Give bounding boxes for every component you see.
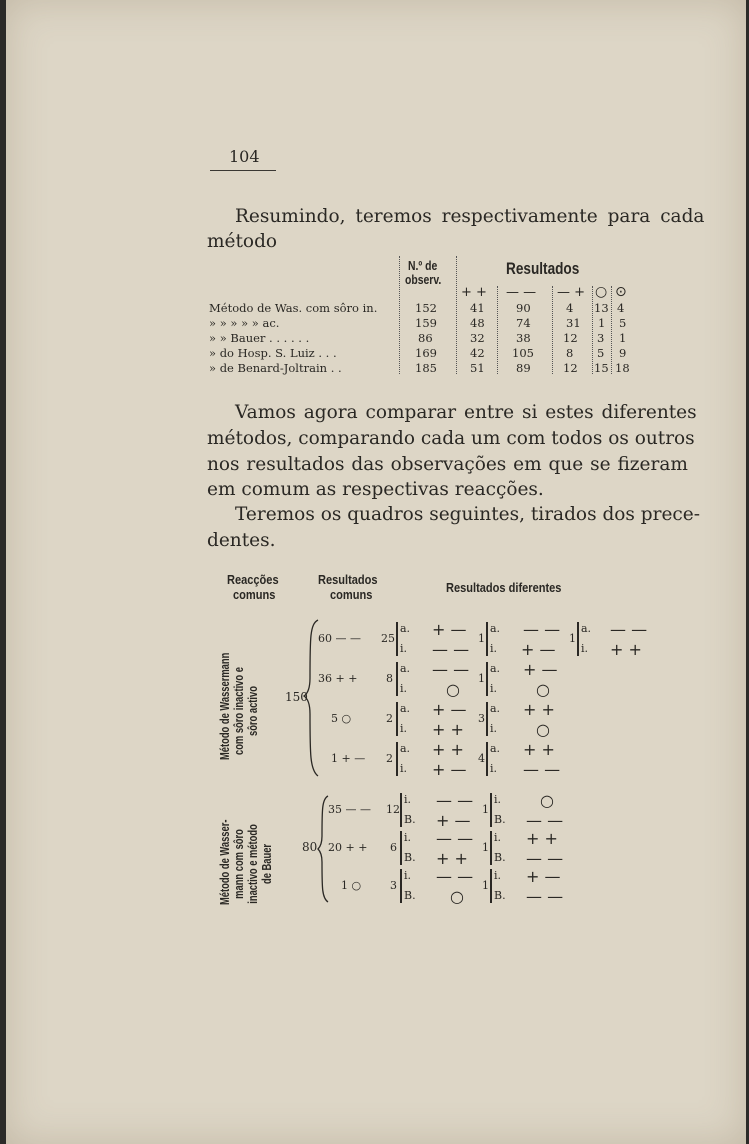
- g1-r4-l1: a.: [400, 742, 411, 755]
- row-2-v1: 48: [470, 316, 485, 330]
- g1-r4-t2: — —: [523, 760, 561, 779]
- row-2-v2: 74: [516, 316, 531, 330]
- book-page: [6, 0, 746, 1144]
- g2-r1-common: 35 — —: [328, 803, 371, 816]
- row-5-v1: 51: [470, 361, 485, 375]
- row-3-v2: 38: [516, 331, 531, 345]
- col-resultados-2: comuns: [330, 587, 373, 602]
- g1-r2-n1: 8: [386, 672, 393, 685]
- g1-r1-t2: + —: [521, 640, 556, 659]
- sym-plusplus: + +: [461, 285, 487, 300]
- row-5-v4: 15: [594, 361, 609, 375]
- g2-r3-s1: — —: [436, 867, 474, 886]
- page-number-rule: [210, 170, 276, 171]
- g2-r3-t2: — —: [526, 887, 564, 906]
- g1-r2-m2: i.: [490, 682, 498, 695]
- g1-r3-m2: i.: [490, 722, 498, 735]
- sym-circle: ○: [595, 284, 608, 300]
- row-4-v5: 9: [619, 346, 627, 360]
- row-2-label: » » » » » ac.: [209, 316, 280, 330]
- g1-r1-n2: 1: [478, 632, 485, 645]
- g2-r3-n1: 3: [390, 879, 397, 892]
- g1-r3-t2: ○: [536, 720, 550, 739]
- row-4-v4: 5: [597, 346, 605, 360]
- group1-label: Método de Wassermann com sôro inactivo e sôro activo: [217, 652, 260, 760]
- row-3-label: » » Bauer . . . . . .: [209, 331, 310, 345]
- row-5-v5: 18: [615, 361, 630, 375]
- col-diferentes: Resultados diferentes: [446, 580, 562, 595]
- g1-r2-m1: a.: [490, 662, 501, 675]
- g1-r1-u1: — —: [610, 620, 648, 639]
- col-reaccoes-2: comuns: [233, 587, 276, 602]
- para1-line-2: métodos, comparando cada um com todos os outros: [207, 428, 695, 449]
- row-1-v4: 13: [594, 301, 609, 315]
- row-3-v4: 3: [597, 331, 605, 345]
- row-4-obs: 169: [415, 346, 437, 360]
- g2-r2-t2: — —: [526, 849, 564, 868]
- g1-r4-common: 1 + —: [331, 752, 366, 765]
- g1-r1-t1: — —: [523, 620, 561, 639]
- g1-r1-k1: a.: [581, 622, 592, 635]
- g2-r3-t1: + —: [526, 867, 561, 886]
- row-2-v3: 31: [566, 316, 581, 330]
- para2-line-2: dentes.: [207, 530, 276, 551]
- g1-r2-common: 36 + +: [318, 672, 358, 685]
- row-1-v2: 90: [516, 301, 531, 315]
- g1-r3-n2: 3: [478, 712, 485, 725]
- row-2-v4: 1: [598, 316, 606, 330]
- sym-minusminus: — —: [506, 285, 537, 300]
- g2-r2-m1: i.: [494, 831, 502, 844]
- g2-r2-l2: B.: [404, 851, 416, 864]
- g2-r1-l1: i.: [404, 793, 412, 806]
- row-3-v1: 32: [470, 331, 485, 345]
- g1-r4-t1: + +: [523, 740, 555, 759]
- g2-r2-s1: — —: [436, 829, 474, 848]
- para2-line-1: Teremos os quadros seguintes, tirados dos prece-: [235, 504, 700, 525]
- g1-r4-m2: i.: [490, 762, 498, 775]
- g2-r1-t1: ○: [540, 791, 554, 810]
- group1-total: 150: [285, 690, 308, 704]
- g1-r1-u2: + +: [610, 640, 642, 659]
- intro-line-1: Resumindo, teremos respectivamente para cada: [235, 206, 705, 227]
- row-3-obs: 86: [418, 331, 433, 345]
- g1-r2-l1: a.: [400, 662, 411, 675]
- para1-line-1: Vamos agora comparar entre si estes diferentes: [235, 402, 697, 423]
- g2-r3-m1: i.: [494, 869, 502, 882]
- row-5-label: » de Benard-Joltrain . .: [209, 361, 342, 375]
- g1-r4-l2: i.: [400, 762, 408, 775]
- g1-r3-l2: i.: [400, 722, 408, 735]
- row-1-v3: 4: [566, 301, 574, 315]
- g1-r1-k2: i.: [581, 642, 589, 655]
- g2-r2-n2: 1: [482, 841, 489, 854]
- row-4-v2: 105: [512, 346, 534, 360]
- g1-r4-n2: 4: [478, 752, 485, 765]
- g1-r4-s1: + +: [432, 740, 464, 759]
- g2-r3-l1: i.: [404, 869, 412, 882]
- g1-r2-s1: — —: [432, 660, 470, 679]
- g1-r1-l2: i.: [400, 642, 408, 655]
- g2-r2-t1: + +: [526, 829, 558, 848]
- g2-r2-l1: i.: [404, 831, 412, 844]
- row-1-obs: 152: [415, 301, 437, 315]
- g2-r2-s2: + +: [436, 849, 468, 868]
- g1-r2-n2: 1: [478, 672, 485, 685]
- row-5-v3: 12: [563, 361, 578, 375]
- para1-line-4: em comum as respectivas reacções.: [207, 479, 544, 500]
- g2-r3-n2: 1: [482, 879, 489, 892]
- para1-line-3: nos resultados das observações em que se fizeram: [207, 454, 688, 475]
- sym-circle-dot: ⊙: [615, 284, 627, 300]
- row-5-obs: 185: [415, 361, 437, 375]
- col-resultados-1: Resultados: [318, 572, 378, 587]
- header-obs-2: observ.: [405, 272, 442, 287]
- g2-r2-common: 20 + +: [328, 841, 368, 854]
- header-obs-1: N.º de: [408, 258, 438, 273]
- g1-r2-t2: ○: [536, 680, 550, 699]
- row-5-v2: 89: [516, 361, 531, 375]
- group2-label: Método de Wasser- mann com sôro inactivo e método de Bauer: [217, 819, 274, 905]
- g2-r1-l2: B.: [404, 813, 416, 826]
- g1-r1-n3: 1: [569, 632, 576, 645]
- g1-r2-t1: + —: [523, 660, 558, 679]
- g1-r1-m1: a.: [490, 622, 501, 635]
- g2-r1-t2: — —: [526, 811, 564, 830]
- col-reaccoes-1: Reacções: [227, 572, 279, 587]
- g2-r1-m2: B.: [494, 813, 506, 826]
- g1-r4-n1: 2: [386, 752, 393, 765]
- sym-minusplus: — +: [557, 285, 586, 300]
- g1-r3-common: 5 ○: [331, 712, 352, 725]
- g2-r3-l2: B.: [404, 889, 416, 902]
- g1-r3-s1: + —: [432, 700, 467, 719]
- g2-r1-s1: — —: [436, 791, 474, 810]
- g1-r1-l1: a.: [400, 622, 411, 635]
- g1-r2-s2: ○: [446, 680, 460, 699]
- g1-r4-s2: + —: [432, 760, 467, 779]
- g1-r1-m2: i.: [490, 642, 498, 655]
- g1-r3-t1: + +: [523, 700, 555, 719]
- g1-r3-s2: + +: [432, 720, 464, 739]
- row-4-v1: 42: [470, 346, 485, 360]
- row-1-v5: 4: [617, 301, 625, 315]
- row-2-v5: 5: [619, 316, 627, 330]
- g1-r1-s2: — —: [432, 640, 470, 659]
- header-results: Resultados: [506, 259, 580, 278]
- g2-r1-s2: + —: [436, 811, 471, 830]
- row-4-v3: 8: [566, 346, 574, 360]
- g2-r2-n1: 6: [390, 841, 397, 854]
- g2-r1-m1: i.: [494, 793, 502, 806]
- g1-r2-l2: i.: [400, 682, 408, 695]
- g1-r3-l1: a.: [400, 702, 411, 715]
- g1-r4-m1: a.: [490, 742, 501, 755]
- g1-r1-s1: + —: [432, 620, 467, 639]
- row-3-v3: 12: [563, 331, 578, 345]
- g1-r1-n1: 25: [381, 632, 395, 645]
- g2-r3-m2: B.: [494, 889, 506, 902]
- g1-r3-n1: 2: [386, 712, 393, 725]
- g1-r3-m1: a.: [490, 702, 501, 715]
- group2-total: 80: [302, 840, 318, 854]
- row-1-v1: 41: [470, 301, 485, 315]
- g2-r1-n2: 1: [482, 803, 489, 816]
- g2-r1-n1: 12: [386, 803, 400, 816]
- g2-r2-m2: B.: [494, 851, 506, 864]
- row-3-v5: 1: [619, 331, 627, 345]
- g2-r3-s2: ○: [450, 887, 464, 906]
- intro-line-2: método: [207, 231, 278, 252]
- row-1-label: Método de Was. com sôro in.: [209, 301, 378, 315]
- row-4-label: » do Hosp. S. Luiz . . .: [209, 346, 337, 360]
- row-2-obs: 159: [415, 316, 437, 330]
- g2-r3-common: 1 ○: [341, 879, 362, 892]
- page-number: 104: [229, 147, 260, 166]
- g1-r1-common: 60 — —: [318, 632, 361, 645]
